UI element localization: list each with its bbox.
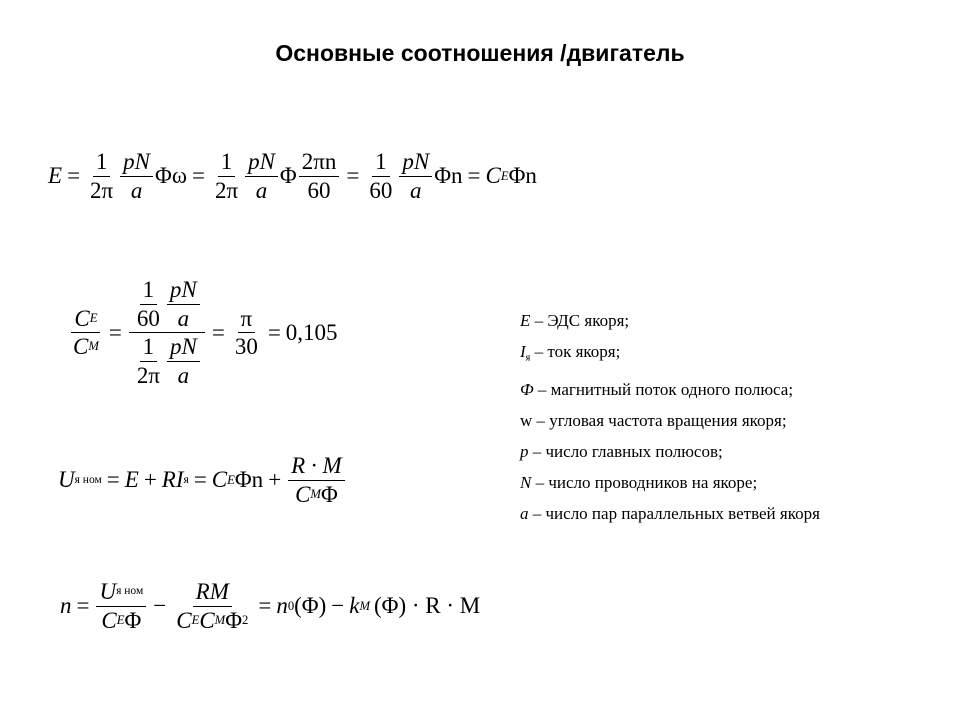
legend-item: $I_я$ – ток якоря; (520, 342, 621, 364)
legend-item: p – число главных полюсов; (520, 441, 723, 461)
legend-item: E – ЭДС якоря; (520, 311, 630, 330)
formula-ce-cm-ratio: C E C M = 1 60 pN a 1 2π pN a = $\frac{\pi}{30}$ = 0,105 (73, 277, 338, 388)
legend-item: N – число проводников на якоре; (520, 472, 758, 492)
legend-item: Ф – магнитный поток одного полюса; (520, 379, 794, 399)
legend-item: a – число пар параллельных ветвей якоря (520, 503, 820, 523)
slide-title: Основные соотношения /двигатель (275, 40, 685, 66)
formula-voltage: U я ном = E + RI я = C E Φn + R · M C M Φ (58, 452, 347, 508)
formula-speed: n = U я ном C E Φ − RM C E C M Φ 2 = n 0 (Φ) − k M (Φ) · R · M (60, 579, 481, 633)
formula-emf: E = $\frac{1}{2\pi}$ pN a Φω = $\frac{1}{2\pi}$ pN a Φ $\frac{2\pi n}{60}$ = $\frac{1}{60}$ pN a Φn = C E Φn (48, 149, 537, 203)
symbol-legend (520, 305, 820, 529)
legend-item: w – угловая частота вращения якоря; (520, 410, 787, 430)
